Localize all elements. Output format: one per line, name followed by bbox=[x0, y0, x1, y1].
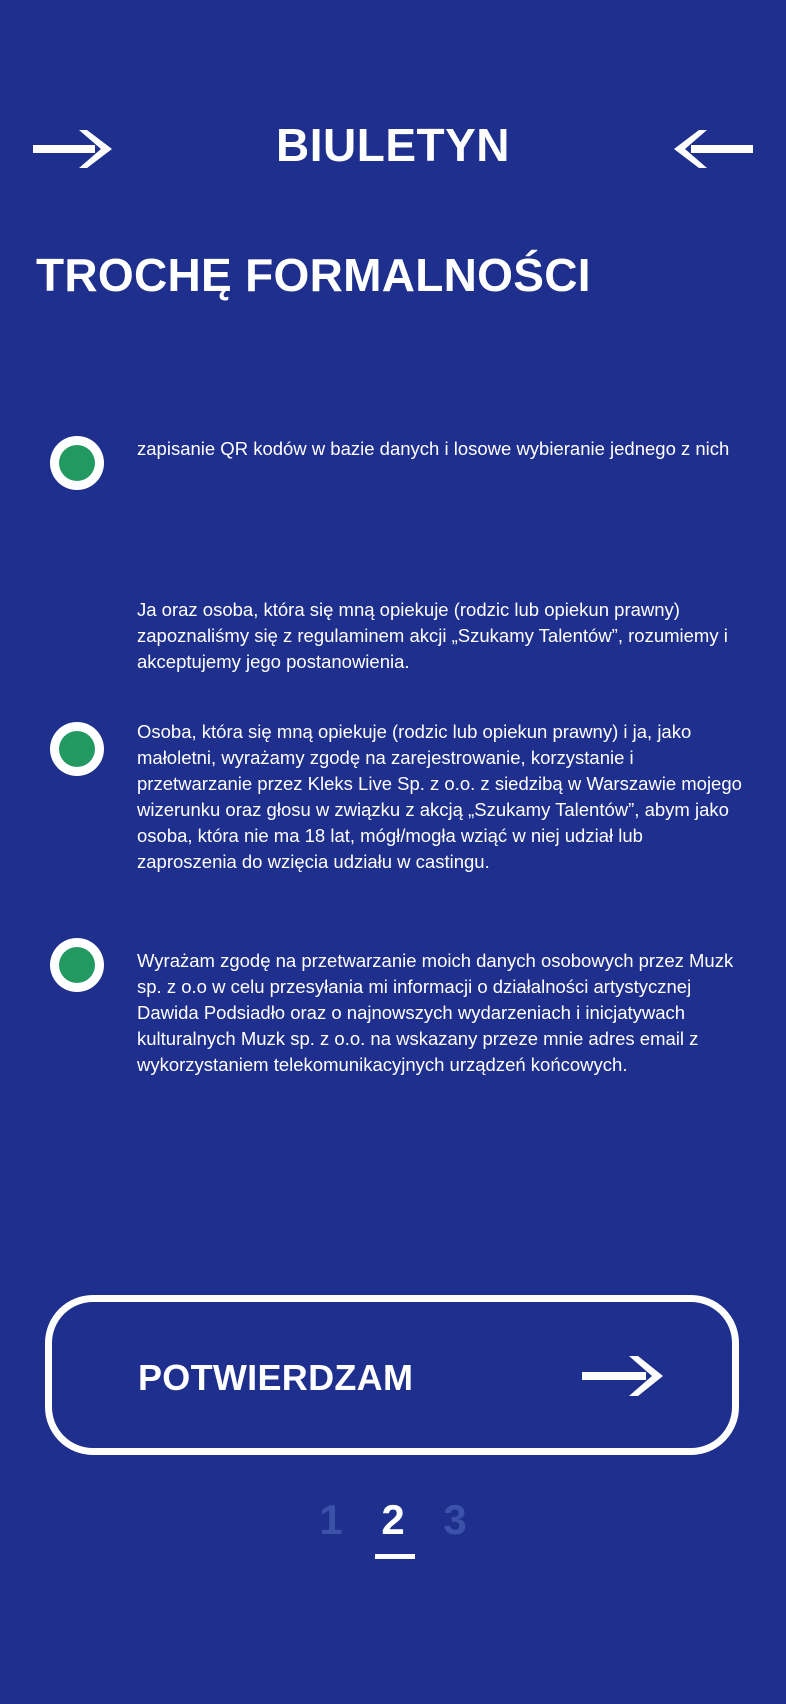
arrow-right-icon bbox=[582, 1354, 664, 1398]
radio-selected-dot bbox=[59, 947, 95, 983]
section-title: TROCHĘ FORMALNOŚCI bbox=[36, 249, 591, 301]
radio-selected-dot bbox=[59, 445, 95, 481]
consent-radio[interactable] bbox=[50, 436, 104, 490]
consent-text: Wyrażam zgodę na przetwarzanie moich danych osobowych przez Muzk sp. z o.o w celu przesyłania mi informacji o działalności artystycznej Dawida Podsiadło oraz o najnowszych wydarzeniach i inicjatywach kulturalnych Muzk sp. z o.o. na wskazany przeze mnie adres email z wykorzystaniem telekomunikacyjnych urządzeń końcowych. bbox=[137, 950, 734, 1075]
page-1[interactable]: 1 bbox=[319, 1496, 343, 1543]
pagination bbox=[0, 1496, 786, 1544]
confirm-button-label: POTWIERDZAM bbox=[138, 1357, 414, 1398]
radio-selected-dot bbox=[59, 731, 95, 767]
page-2-current[interactable]: 2 bbox=[362, 1496, 424, 1544]
consent-radio[interactable] bbox=[50, 722, 104, 776]
nav-back-arrow-icon[interactable] bbox=[673, 128, 753, 170]
consent-radio[interactable] bbox=[50, 938, 104, 992]
consent-text: Ja oraz osoba, która się mną opiekuje (rodzic lub opiekun prawny) zapoznaliśmy się z regulaminem akcji „Szukamy Talentów”, rozumiemy i akceptujemy jego postanowienia. bbox=[137, 599, 728, 672]
consent-text: Osoba, która się mną opiekuje (rodzic lub opiekun prawny) i ja, jako małoletni, wyrażamy zgodę na zarejestrowanie, korzystanie i przetwarzanie przez Kleks Live Sp. z o.o. z siedzibą w Warszawie mojego wizerunku oraz głosu w związku z akcją „Szukamy Talentów”, abym jako osoba, która nie ma 18 lat, mógł/mogła wziąć w niej udział lub zaproszenia do wzięcia udziału w castingu. bbox=[137, 721, 742, 872]
consent-text: zapisanie QR kodów w bazie danych i losowe wybieranie jednego z nich bbox=[137, 438, 730, 459]
page-title: BIULETYN bbox=[276, 119, 510, 171]
page-3[interactable]: 3 bbox=[443, 1496, 467, 1543]
confirm-button[interactable] bbox=[45, 1295, 739, 1455]
